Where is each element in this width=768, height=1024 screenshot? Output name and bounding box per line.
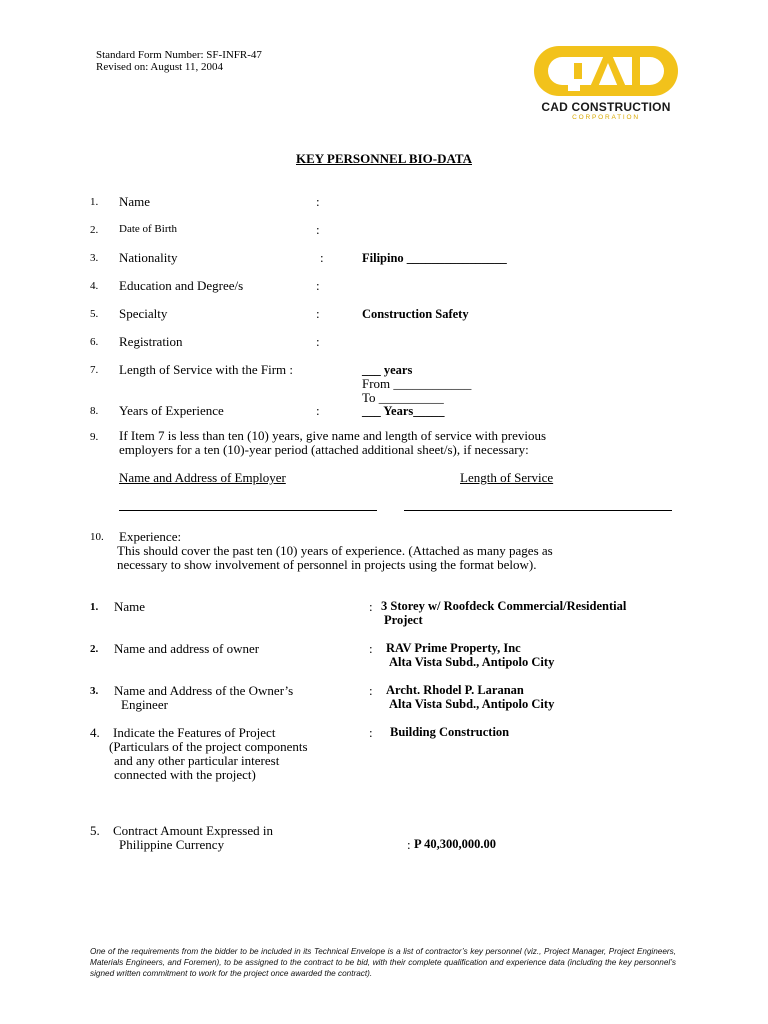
project-label: Name and Address of the Owner’s — [114, 683, 294, 698]
field-value: ___ Years_____ — [362, 404, 445, 418]
form-number: Standard Form Number: SF-INFR-47 — [96, 49, 262, 61]
field-number: 4. — [90, 280, 99, 292]
project-label: Contract Amount Expressed in — [113, 823, 273, 838]
project-label: Indicate the Features of Project — [113, 725, 276, 740]
field-number: 5. — [90, 308, 99, 320]
field-colon: : — [316, 222, 320, 237]
project-label: Engineer — [121, 697, 168, 712]
field-number: 8. — [90, 405, 99, 417]
item-10-label: Experience: — [119, 529, 182, 544]
field-value: ___ years — [362, 363, 413, 377]
project-label: Name — [114, 599, 146, 614]
field-colon: : — [316, 306, 320, 321]
field-label: Registration — [119, 334, 183, 349]
project-label: Philippine Currency — [119, 837, 225, 852]
employer-blank-line[interactable] — [119, 510, 377, 511]
item-number: 10. — [90, 531, 104, 543]
service-to: To __________ — [362, 390, 444, 405]
project-colon: : — [369, 725, 373, 740]
project-value: Project — [384, 613, 423, 627]
item-9-line-1: If Item 7 is less than ten (10) years, give name and length of service with previous — [119, 428, 547, 443]
field-value: Filipino ________________ — [362, 251, 507, 265]
field-label: Years of Experience — [119, 403, 224, 418]
project-colon: : — [369, 641, 373, 656]
item-9-line-2: employers for a ten (10)-year period (attached additional sheet/s), if necessary: — [119, 442, 529, 457]
logo-wordmark: CAD CONSTRUCTION — [541, 100, 671, 114]
project-label: (Particulars of the project components — [109, 739, 308, 754]
project-value: P 40,300,000.00 — [414, 837, 496, 851]
project-value: Alta Vista Subd., Antipolo City — [389, 697, 555, 711]
field-number: 7. — [90, 364, 99, 376]
field-colon: : — [320, 250, 324, 265]
revised-date: Revised on: August 11, 2004 — [96, 61, 224, 73]
field-colon: : — [316, 334, 320, 349]
field-number: 1. — [90, 196, 99, 208]
cad-logo-mark-icon — [530, 43, 682, 99]
field-label: Name — [119, 194, 151, 209]
field-number: 3. — [90, 252, 99, 264]
company-logo — [530, 43, 682, 125]
page-title: KEY PERSONNEL BIO-DATA — [295, 151, 472, 166]
field-label: Length of Service with the Firm : — [119, 362, 294, 377]
field-label: Specialty — [119, 306, 168, 321]
project-label: Name and address of owner — [114, 641, 260, 656]
project-value: Archt. Rhodel P. Laranan — [386, 683, 524, 697]
project-colon: : — [369, 599, 373, 614]
item-10-line-1: This should cover the past ten (10) years of experience. (Attached as many pages as — [117, 543, 553, 558]
logo-subline: CORPORATION — [572, 114, 640, 121]
field-number: 6. — [90, 336, 99, 348]
length-blank-line[interactable] — [404, 510, 672, 511]
field-label: Date of Birth — [119, 223, 178, 235]
project-value: 3 Storey w/ Roofdeck Commercial/Residential — [381, 599, 627, 613]
field-colon: : — [316, 194, 320, 209]
project-value: RAV Prime Property, Inc — [386, 641, 521, 655]
project-number: 3. — [90, 685, 99, 697]
field-colon: : — [316, 278, 320, 293]
field-label: Education and Degree/s — [119, 278, 244, 293]
field-value: Construction Safety — [362, 307, 469, 321]
project-number: 4. — [90, 725, 100, 740]
project-colon: : — [407, 837, 411, 852]
service-from: From ____________ — [362, 376, 472, 391]
project-number: 1. — [90, 601, 99, 613]
project-value: Building Construction — [390, 725, 510, 739]
project-number: 2. — [90, 643, 99, 655]
employer-column-header: Name and Address of Employer — [119, 470, 286, 485]
footer-note: One of the requirements from the bidder to be included in its Technical Envelope is a list of contractor’s key personnel (viz., Project Manager, Project Engineers, Materials Engineers, and Foremen), to be assigned to the contract to be bid, with their complete qualification and experience data (including the key personnel’s signed written commitment to work for the project once awarded the contract). — [90, 947, 676, 978]
field-number: 2. — [90, 224, 99, 236]
project-colon: : — [369, 683, 373, 698]
length-column-header: Length of Service — [460, 470, 554, 485]
project-number: 5. — [90, 823, 100, 838]
project-value: Alta Vista Subd., Antipolo City — [389, 655, 555, 669]
item-number: 9. — [90, 431, 99, 443]
project-label: connected with the project) — [114, 767, 256, 782]
field-label: Nationality — [119, 250, 178, 265]
field-colon: : — [316, 403, 320, 418]
project-label: and any other particular interest — [114, 753, 280, 768]
item-10-line-2: necessary to show involvement of personnel in projects using the format below). — [117, 557, 537, 572]
